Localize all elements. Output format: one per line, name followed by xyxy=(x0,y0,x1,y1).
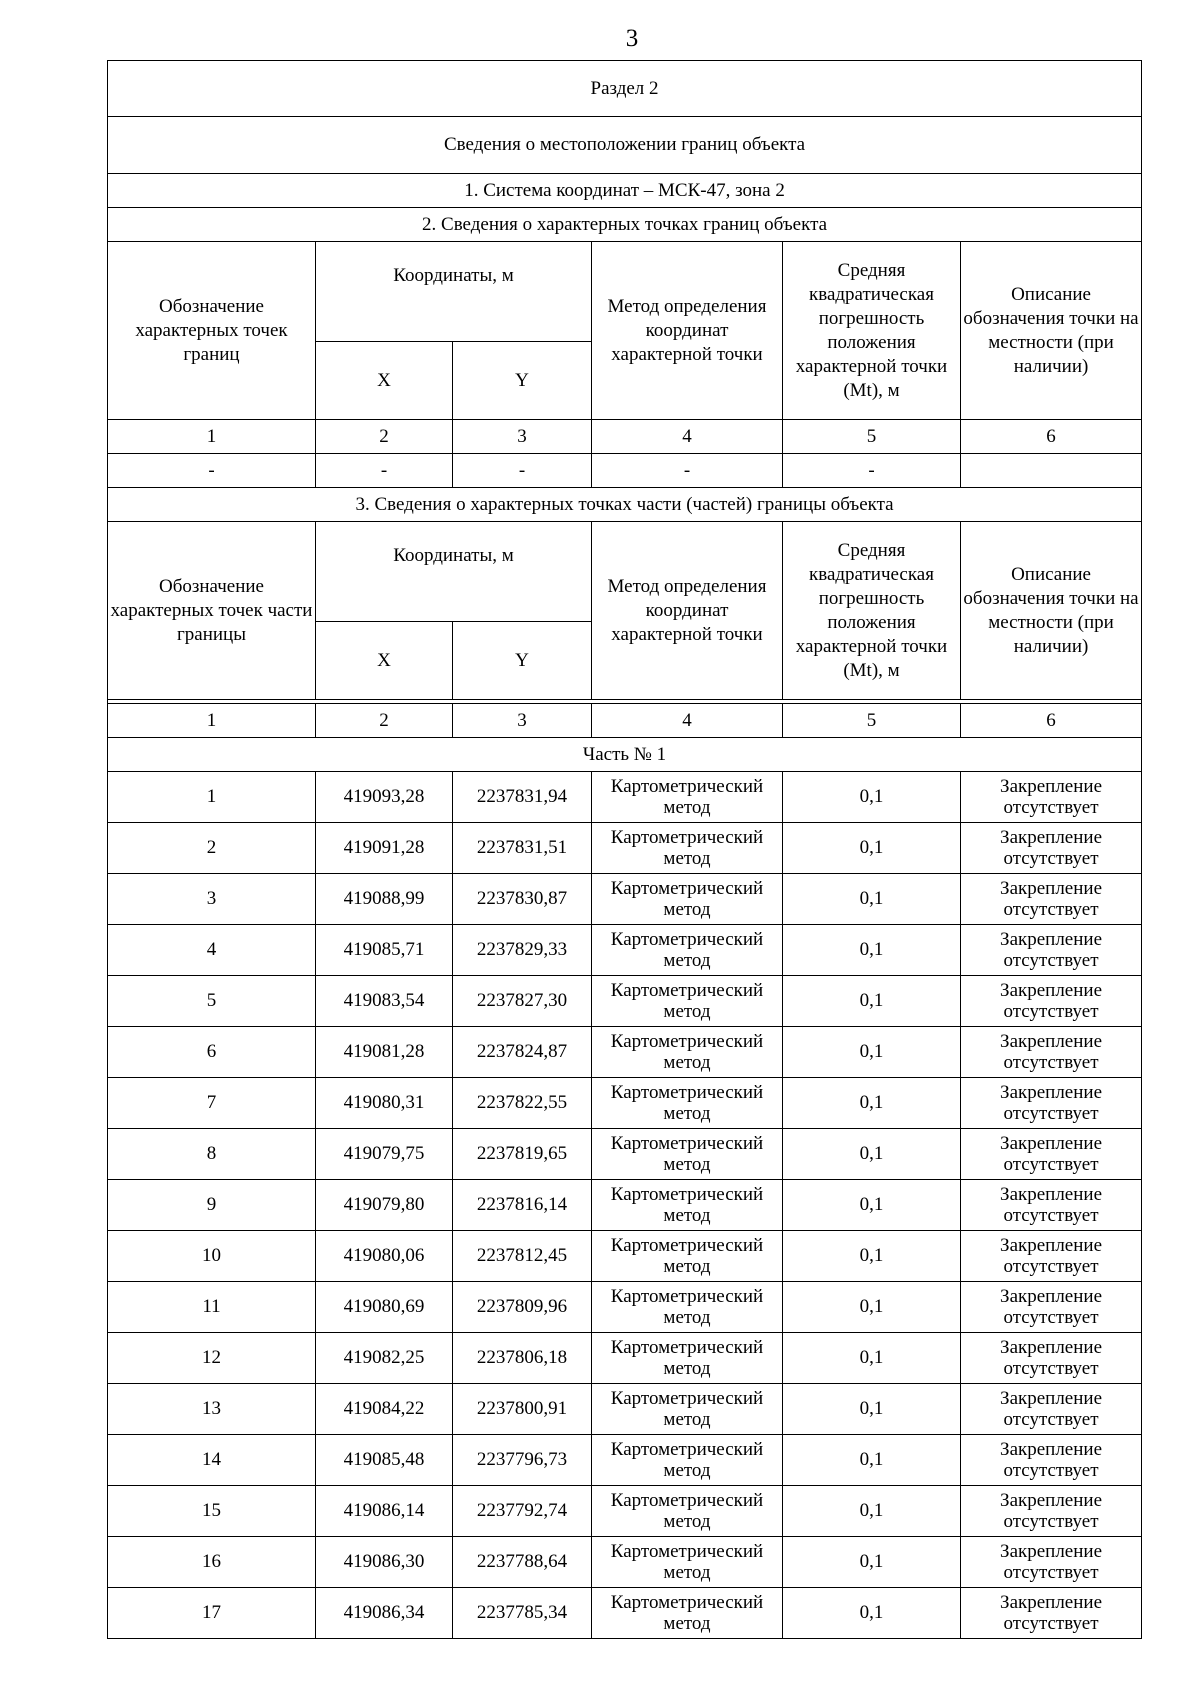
empty-cell xyxy=(961,454,1142,488)
point-number: 3 xyxy=(108,874,316,925)
column-number: 5 xyxy=(783,704,961,738)
table1-header-error: Средняя квадратическая погрешность положения характерной точки (Mt), м xyxy=(783,242,961,420)
method: Картометрический метод xyxy=(592,1537,783,1588)
coordinate-y: 2237788,64 xyxy=(453,1537,592,1588)
coordinate-system: 1. Система координат – МСК-47, зона 2 xyxy=(108,174,1142,208)
table-row xyxy=(108,1333,1142,1384)
mean-error: 0,1 xyxy=(783,925,961,976)
point-description: Закрепление отсутствует xyxy=(961,1486,1142,1537)
method: Картометрический метод xyxy=(592,1435,783,1486)
column-number: 5 xyxy=(783,420,961,454)
table1-column-numbers xyxy=(108,420,1142,454)
method: Картометрический метод xyxy=(592,1180,783,1231)
table-row xyxy=(108,874,1142,925)
coordinate-y: 2237792,74 xyxy=(453,1486,592,1537)
mean-error: 0,1 xyxy=(783,1435,961,1486)
coordinate-x: 419079,75 xyxy=(316,1129,453,1180)
mean-error: 0,1 xyxy=(783,1231,961,1282)
column-number: 3 xyxy=(453,704,592,738)
empty-cell: - xyxy=(453,454,592,488)
section-subtitle-row xyxy=(108,117,1142,174)
point-number: 1 xyxy=(108,772,316,823)
mean-error: 0,1 xyxy=(783,1282,961,1333)
mean-error: 0,1 xyxy=(783,1129,961,1180)
coordinate-x: 419084,22 xyxy=(316,1384,453,1435)
point-description: Закрепление отсутствует xyxy=(961,976,1142,1027)
method: Картометрический метод xyxy=(592,1231,783,1282)
method: Картометрический метод xyxy=(592,1333,783,1384)
point-number: 17 xyxy=(108,1588,316,1639)
coordinate-y: 2237827,30 xyxy=(453,976,592,1027)
coordinate-y: 2237816,14 xyxy=(453,1180,592,1231)
table2-header-error: Средняя квадратическая погрешность положения характерной точки (Mt), м xyxy=(783,522,961,700)
coordinate-x: 419088,99 xyxy=(316,874,453,925)
table-row xyxy=(108,1282,1142,1333)
method: Картометрический метод xyxy=(592,1129,783,1180)
point-number: 2 xyxy=(108,823,316,874)
coordinate-x: 419085,48 xyxy=(316,1435,453,1486)
coordinate-x: 419093,28 xyxy=(316,772,453,823)
coordinate-x: 419086,30 xyxy=(316,1537,453,1588)
point-number: 15 xyxy=(108,1486,316,1537)
coordinate-x: 419085,71 xyxy=(316,925,453,976)
table1-header-y: Y xyxy=(453,342,592,420)
coordinate-x: 419082,25 xyxy=(316,1333,453,1384)
mean-error: 0,1 xyxy=(783,1588,961,1639)
table-row xyxy=(108,1129,1142,1180)
method: Картометрический метод xyxy=(592,1588,783,1639)
section-subtitle: Сведения о местоположении границ объекта xyxy=(108,117,1142,174)
point-number: 11 xyxy=(108,1282,316,1333)
coordinate-y: 2237822,55 xyxy=(453,1078,592,1129)
point-number: 14 xyxy=(108,1435,316,1486)
point-description: Закрепление отсутствует xyxy=(961,1180,1142,1231)
point-description: Закрепление отсутствует xyxy=(961,1435,1142,1486)
column-number: 6 xyxy=(961,704,1142,738)
point-description: Закрепление отсутствует xyxy=(961,823,1142,874)
part-label: Часть № 1 xyxy=(108,738,1142,772)
point-number: 12 xyxy=(108,1333,316,1384)
column-number: 1 xyxy=(108,420,316,454)
table2-header-designation: Обозначение характерных точек части границы xyxy=(108,522,316,700)
mean-error: 0,1 xyxy=(783,1078,961,1129)
column-number: 2 xyxy=(316,704,453,738)
table1-header-designation: Обозначение характерных точек границ xyxy=(108,242,316,420)
coordinate-y: 2237829,33 xyxy=(453,925,592,976)
table1-header-row xyxy=(108,242,1142,342)
point-description: Закрепление отсутствует xyxy=(961,1282,1142,1333)
table-row xyxy=(108,1027,1142,1078)
method: Картометрический метод xyxy=(592,874,783,925)
column-number: 1 xyxy=(108,704,316,738)
table1-empty-row xyxy=(108,454,1142,488)
table-row xyxy=(108,772,1142,823)
point-description: Закрепление отсутствует xyxy=(961,772,1142,823)
coordinate-y: 2237812,45 xyxy=(453,1231,592,1282)
table-row xyxy=(108,1078,1142,1129)
mean-error: 0,1 xyxy=(783,1333,961,1384)
method: Картометрический метод xyxy=(592,772,783,823)
coordinate-y: 2237824,87 xyxy=(453,1027,592,1078)
part-label-row xyxy=(108,738,1142,772)
method: Картометрический метод xyxy=(592,925,783,976)
table-row xyxy=(108,1384,1142,1435)
coordinate-y: 2237819,65 xyxy=(453,1129,592,1180)
mean-error: 0,1 xyxy=(783,1537,961,1588)
table1-header-x: X xyxy=(316,342,453,420)
method: Картометрический метод xyxy=(592,976,783,1027)
method: Картометрический метод xyxy=(592,1282,783,1333)
point-description: Закрепление отсутствует xyxy=(961,1231,1142,1282)
coordinate-x: 419086,34 xyxy=(316,1588,453,1639)
points-heading: 2. Сведения о характерных точках границ объекта xyxy=(108,208,1142,242)
mean-error: 0,1 xyxy=(783,976,961,1027)
point-number: 5 xyxy=(108,976,316,1027)
empty-cell: - xyxy=(316,454,453,488)
point-number: 9 xyxy=(108,1180,316,1231)
mean-error: 0,1 xyxy=(783,823,961,874)
table-row xyxy=(108,1435,1142,1486)
method: Картометрический метод xyxy=(592,1078,783,1129)
empty-cell: - xyxy=(783,454,961,488)
empty-cell: - xyxy=(592,454,783,488)
table-row xyxy=(108,1231,1142,1282)
point-description: Закрепление отсутствует xyxy=(961,1333,1142,1384)
mean-error: 0,1 xyxy=(783,772,961,823)
table2-column-numbers xyxy=(108,704,1142,738)
coordinate-x: 419079,80 xyxy=(316,1180,453,1231)
coordinate-x: 419080,31 xyxy=(316,1078,453,1129)
method: Картометрический метод xyxy=(592,823,783,874)
point-number: 16 xyxy=(108,1537,316,1588)
mean-error: 0,1 xyxy=(783,874,961,925)
point-number: 13 xyxy=(108,1384,316,1435)
coordinate-y: 2237831,94 xyxy=(453,772,592,823)
coordinate-system-row xyxy=(108,174,1142,208)
page-number: 3 xyxy=(625,25,639,52)
point-number: 6 xyxy=(108,1027,316,1078)
table1-header-coordinates: Координаты, м xyxy=(316,242,592,342)
table2-header-x: X xyxy=(316,622,453,700)
table2-header-row xyxy=(108,522,1142,622)
coordinate-x: 419081,28 xyxy=(316,1027,453,1078)
point-number: 8 xyxy=(108,1129,316,1180)
method: Картометрический метод xyxy=(592,1027,783,1078)
coordinate-y: 2237800,91 xyxy=(453,1384,592,1435)
coordinate-x: 419080,06 xyxy=(316,1231,453,1282)
coordinate-x: 419080,69 xyxy=(316,1282,453,1333)
table2-header-description: Описание обозначения точки на местности (при наличии) xyxy=(961,522,1142,700)
coordinate-y: 2237806,18 xyxy=(453,1333,592,1384)
mean-error: 0,1 xyxy=(783,1486,961,1537)
table1-header-method: Метод определения координат характерной точки xyxy=(592,242,783,420)
mean-error: 0,1 xyxy=(783,1384,961,1435)
point-number: 10 xyxy=(108,1231,316,1282)
table-row xyxy=(108,823,1142,874)
column-number: 2 xyxy=(316,420,453,454)
table2-header-method: Метод определения координат характерной точки xyxy=(592,522,783,700)
mean-error: 0,1 xyxy=(783,1180,961,1231)
boundary-table xyxy=(107,60,1142,1639)
coordinate-y: 2237785,34 xyxy=(453,1588,592,1639)
section-title-row xyxy=(108,61,1142,117)
mean-error: 0,1 xyxy=(783,1027,961,1078)
method: Картометрический метод xyxy=(592,1486,783,1537)
point-description: Закрепление отсутствует xyxy=(961,1129,1142,1180)
point-number: 4 xyxy=(108,925,316,976)
section-title: Раздел 2 xyxy=(108,61,1142,117)
table-row xyxy=(108,976,1142,1027)
point-description: Закрепление отсутствует xyxy=(961,1588,1142,1639)
coordinate-y: 2237796,73 xyxy=(453,1435,592,1486)
point-description: Закрепление отсутствует xyxy=(961,1078,1142,1129)
point-description: Закрепление отсутствует xyxy=(961,925,1142,976)
column-number: 6 xyxy=(961,420,1142,454)
column-number: 3 xyxy=(453,420,592,454)
method: Картометрический метод xyxy=(592,1384,783,1435)
table-row xyxy=(108,1180,1142,1231)
table2-header-coordinates: Координаты, м xyxy=(316,522,592,622)
table1-header-description: Описание обозначения точки на местности (при наличии) xyxy=(961,242,1142,420)
points-heading-row xyxy=(108,208,1142,242)
table-row xyxy=(108,1537,1142,1588)
point-description: Закрепление отсутствует xyxy=(961,874,1142,925)
column-number: 4 xyxy=(592,704,783,738)
point-description: Закрепление отсутствует xyxy=(961,1537,1142,1588)
coordinate-y: 2237830,87 xyxy=(453,874,592,925)
parts-heading-row xyxy=(108,488,1142,522)
coordinate-x: 419086,14 xyxy=(316,1486,453,1537)
column-number: 4 xyxy=(592,420,783,454)
table-row xyxy=(108,1486,1142,1537)
table-row xyxy=(108,925,1142,976)
empty-cell: - xyxy=(108,454,316,488)
coordinate-y: 2237831,51 xyxy=(453,823,592,874)
point-number: 7 xyxy=(108,1078,316,1129)
table-row xyxy=(108,1588,1142,1639)
parts-heading: 3. Сведения о характерных точках части (частей) границы объекта xyxy=(108,488,1142,522)
coordinate-x: 419083,54 xyxy=(316,976,453,1027)
table2-header-y: Y xyxy=(453,622,592,700)
point-description: Закрепление отсутствует xyxy=(961,1027,1142,1078)
point-description: Закрепление отсутствует xyxy=(961,1384,1142,1435)
coordinate-y: 2237809,96 xyxy=(453,1282,592,1333)
coordinate-x: 419091,28 xyxy=(316,823,453,874)
